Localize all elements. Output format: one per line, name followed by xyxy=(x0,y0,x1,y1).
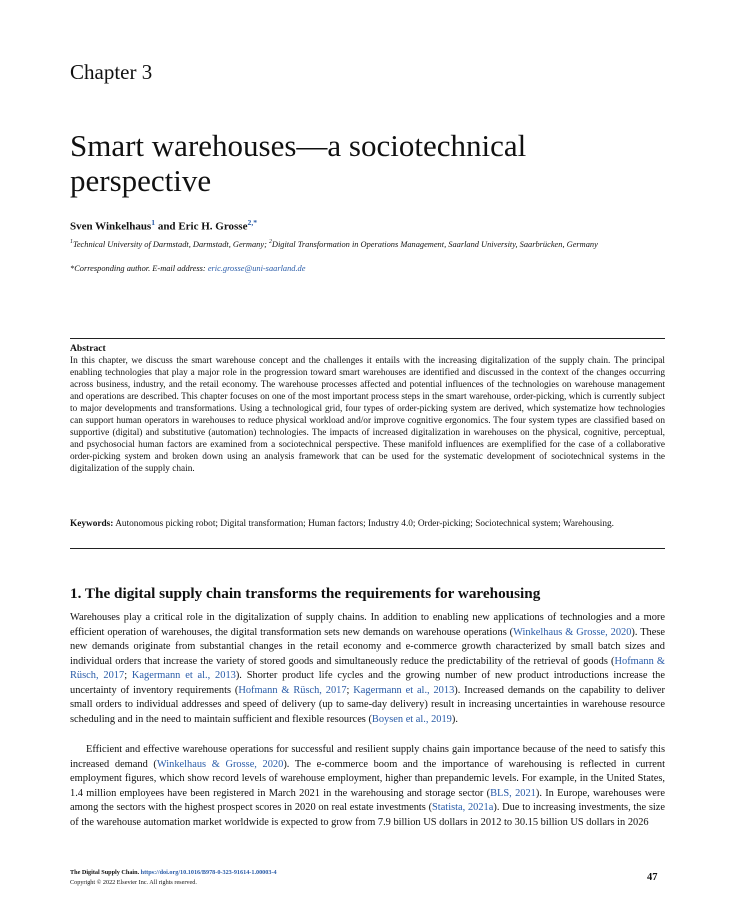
section-heading: 1. The digital supply chain transforms the requirements for warehousing xyxy=(70,585,541,602)
body-text: ). The e-commerce boom and the importance of warehousing is reflected in current employment figures, which show record levels of warehouse employment, higher than prepandemic levels. For example, in the United States, 1.4 million employees have been registered in March 2021 in the warehousing and storage sector ( xyxy=(70,758,665,799)
email-link[interactable]: eric.grosse@uni-saarland.de xyxy=(207,264,306,273)
author-line xyxy=(70,218,257,233)
abstract-heading: Abstract xyxy=(70,343,106,354)
copyright: Copyright © 2022 Elsevier Inc. All rights reserved. xyxy=(70,879,197,886)
affiliation-mark: 1 xyxy=(70,239,73,245)
body-text: ). In Europe, warehouses were among the sectors with the highest prospect scores in 2020 on real estate investments ( xyxy=(70,787,665,813)
body-text: ; xyxy=(346,684,354,696)
chapter-label: Chapter 3 xyxy=(70,60,153,84)
chapter-title: Smart warehouses—a sociotechnical perspective xyxy=(70,128,527,198)
body-paragraph-1 xyxy=(70,611,665,727)
citation-link[interactable]: Boysen et al., 2019 xyxy=(371,713,452,725)
author-name: Eric H. Grosse xyxy=(178,220,248,233)
keywords-label: Keywords: xyxy=(70,519,114,529)
footer-citation xyxy=(70,869,277,876)
body-text: ). xyxy=(451,713,458,725)
citation-link[interactable]: Winkelhaus & Grosse, 2020 xyxy=(513,626,632,638)
citation-link[interactable]: Statista, 2021a xyxy=(432,802,494,813)
author-name: Sven Winkelhaus xyxy=(70,220,152,233)
citation-link[interactable]: Kagermann et al., 2013 xyxy=(353,684,455,696)
abstract-text: In this chapter, we discuss the smart warehouse concept and the challenges it entails with the increasing digitalization of the supply chain. The principal enabling technologies that play a major role in the progression toward smart warehouses are identified and discussed in the context of the changes occurring across business, industry, and the retail economy. The warehouse processes affected and potential influences of the technologies on warehouse management and operations are described. This chapter focuses on one of the most important process steps in the smart warehouse, order-picking, which is currently subject to major developments and transformations. Using a technological grid, four types of order-picking system are derived, which systematize how technologies can support human operators in warehouses to reduce physical workload and/or improve cognitive ergonomics. The four system types are classified based on supportive (digital) and substitutive (automation) technologies. The impacts of increased digitalization in warehouses on the physical, cognitive, perceptual, and psychosocial human factors are examined from a sociotechnical perspective. These manifold influences are exemplified for the case of a collaborative order-picking system and broken down using an analysis framework that can be used for the systematic development of sociotechnical systems in the digitalization of the supply chain. xyxy=(70,356,665,474)
affiliation-2: Digital Transformation in Operations Management, Saarland University, Saarbrücken, Germany xyxy=(271,239,598,249)
author-separator: and xyxy=(155,220,179,233)
page-number: 47 xyxy=(647,872,658,883)
keywords xyxy=(70,518,665,530)
affiliations xyxy=(70,235,660,252)
affiliation-mark: 2 xyxy=(268,239,272,245)
doi-link[interactable]: https://doi.org/10.1016/B978-0-323-91614-1.00003-4 xyxy=(140,869,277,876)
body-text: Efficient and effective warehouse operations for successful and resilient supply chains gain importance because of the need to satisfy this increased demand ( xyxy=(70,744,665,770)
citation-link[interactable]: Hofmann & Rüsch, 2017 xyxy=(238,684,347,696)
body-text: Warehouses play a critical role in the digitalization of supply chains. In addition to enabling new applications of technologies and a more efficient operation of warehouses, the digital transformation sets new demands on warehouse operations ( xyxy=(70,612,665,638)
body-paragraph-2 xyxy=(70,743,665,830)
citation-link[interactable]: BLS, 2021 xyxy=(490,787,536,799)
citation-link[interactable]: Kagermann et al., 2013 xyxy=(131,670,236,681)
citation-link[interactable]: Hofmann & Rüsch, 2017 xyxy=(70,655,665,681)
body-text: ). Increased demands on the capability to deliver small orders to individual addresses and speed of delivery (up to same-day delivery) result in increasing uncertainties in warehouse resource scheduling and in the need to maintain sufficient and flexible resources ( xyxy=(70,684,665,725)
corresponding-label: *Corresponding author. E-mail address: xyxy=(70,264,208,273)
book-title: The Digital Supply Chain. xyxy=(70,869,141,876)
keywords-list: Autonomous picking robot; Digital transformation; Human factors; Industry 4.0; Order-picking; Sociotechnical system; Warehousing. xyxy=(113,519,614,529)
corresponding-author xyxy=(70,264,305,273)
abstract-top-rule xyxy=(70,338,665,339)
abstract-bottom-rule xyxy=(70,548,665,549)
body-text: ; xyxy=(124,670,132,681)
affiliation-mark[interactable]: 2,* xyxy=(247,218,258,227)
affiliation-mark[interactable]: 1 xyxy=(151,218,156,227)
body-text: ). Shorter product life cycles and the growing number of new product introductions increase the uncertainty of inventory requirements ( xyxy=(70,670,665,696)
body-text: ). These new demands originate from substantial changes in the retail economy and e-commerce growth characterized by small batch sizes and individual orders that increase the variety of stored goods and simultaneously reduce the predictability of the retrieval of goods ( xyxy=(70,626,666,667)
citation-link[interactable]: Winkelhaus & Grosse, 2020 xyxy=(156,758,284,770)
affiliation-1: Technical University of Darmstadt, Darmstadt, Germany; xyxy=(72,239,269,249)
body-text: ). Due to increasing investments, the size of the warehouse automation market worldwide is expected to grow from 7.9 billion US dollars in 2012 to 30.15 billion US dollars in 2026 xyxy=(70,802,665,828)
